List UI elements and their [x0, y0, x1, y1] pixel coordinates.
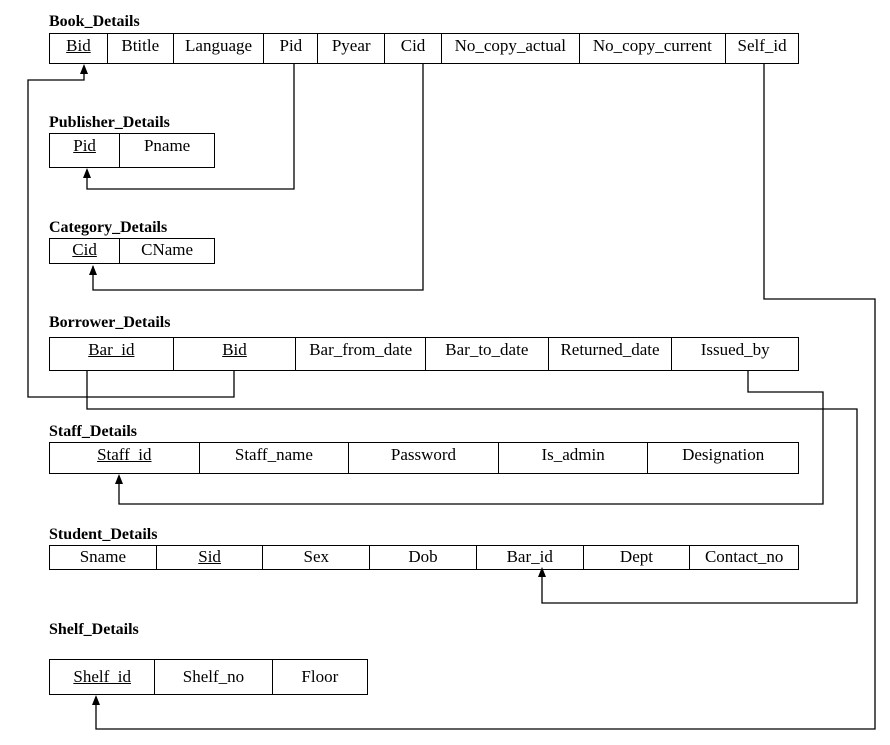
- student-col-dept: Dept: [584, 546, 691, 569]
- staff-col-password: Password: [349, 443, 499, 473]
- book-col-cid: Cid: [385, 34, 442, 63]
- shelf-details-title: Shelf_Details: [49, 621, 139, 638]
- category-details-title: Category_Details: [49, 219, 168, 236]
- publisher-col-pname: Pname: [143, 136, 191, 155]
- arrowhead-category-cid: [89, 265, 97, 275]
- staff-details-title: Staff_Details: [49, 423, 137, 440]
- staff-col-is-admin: Is_admin: [499, 443, 649, 473]
- arrowhead-shelf-id: [92, 695, 100, 705]
- borrower-col-issued-by: Issued_by: [700, 340, 770, 359]
- student-col-dob: Dob: [370, 546, 477, 569]
- borrower-col-bar-to-date: Bar_to_date: [426, 338, 549, 370]
- arrowhead-student-bar-id: [538, 567, 546, 577]
- staff-col-designation: Designation: [682, 445, 765, 464]
- arrowhead-book-bid: [80, 64, 88, 74]
- connector-borrower-issuedby-to-staff-id: [119, 371, 823, 504]
- book-details-title: Book_Details: [49, 13, 140, 30]
- connector-book-cid-to-category-cid: [93, 64, 423, 290]
- book-col-no-copy-current: No_copy_current: [580, 34, 727, 63]
- connector-book-pid-to-publisher-pid: [87, 64, 294, 189]
- student-col-sid: Sid: [157, 546, 264, 569]
- book-col-no-copy-actual: No_copy_actual: [442, 34, 580, 63]
- publisher-details-title: Publisher_Details: [49, 114, 170, 131]
- borrower-col-bid: Bid: [174, 338, 297, 370]
- book-col-pyear: Pyear: [318, 34, 385, 63]
- category-col-cid: Cid: [50, 239, 120, 263]
- book-col-btitle: Btitle: [108, 34, 174, 63]
- publisher-col-pid: Pid: [50, 134, 120, 167]
- student-col-sname: Sname: [50, 546, 157, 569]
- student-details-title: Student_Details: [49, 526, 158, 543]
- book-col-language: Language: [174, 34, 265, 63]
- category-col-cname: CName: [141, 240, 194, 259]
- arrowhead-publisher-pid: [83, 168, 91, 178]
- book-col-bid: Bid: [50, 34, 108, 63]
- shelf-col-shelf-id: Shelf_id: [50, 660, 155, 694]
- connector-borrower-bid-to-book-bid: [28, 66, 234, 397]
- student-col-bar-id: Bar_id: [477, 546, 584, 569]
- arrowhead-staff-id: [115, 474, 123, 484]
- shelf-col-shelf-no: Shelf_no: [155, 660, 272, 694]
- staff-col-staff-name: Staff_name: [200, 443, 350, 473]
- staff-col-staff-id: Staff_id: [50, 443, 200, 473]
- shelf-col-floor: Floor: [301, 667, 339, 686]
- student-col-sex: Sex: [263, 546, 370, 569]
- borrower-details-title: Borrower_Details: [49, 314, 171, 331]
- borrower-col-returned-date: Returned_date: [549, 338, 673, 370]
- student-col-contact-no: Contact_no: [704, 547, 784, 566]
- book-col-pid: Pid: [264, 34, 318, 63]
- borrower-col-bar-from-date: Bar_from_date: [296, 338, 426, 370]
- book-col-self-id: Self_id: [737, 36, 787, 55]
- borrower-col-bar-id: Bar_id: [50, 338, 174, 370]
- connector-borrower-barid-to-student-barid: [87, 371, 857, 603]
